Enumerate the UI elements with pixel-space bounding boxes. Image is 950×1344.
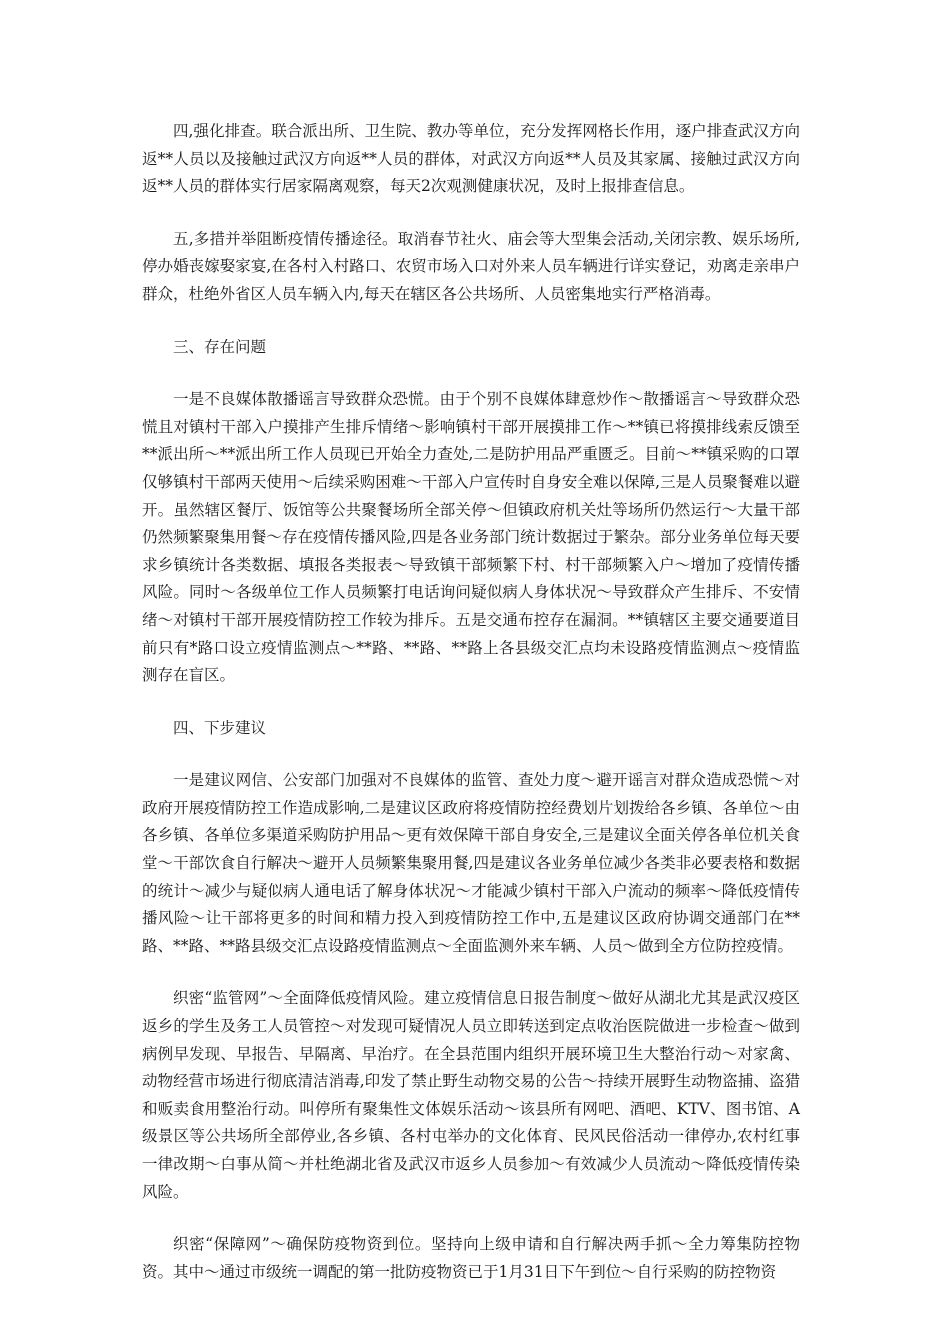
para-problems: 一是不良媒体散播谣言导致群众恐慌。由于个别不良媒体肆意炒作～散播谣言～导致群众恐慌且对镇村干部入户摸排产生排斥情绪～影响镇村干部开展摸排工作～**镇已将摸排线索反馈至**派出所～**派出所工作人员现已开始全力查处,二是防护用品严重匮乏。目前～**镇采购的口罩仅够镇村干部两天使用～后续采购困难～干部入户宣传时自身安全难以保障,三是人员聚餐难以避开。虽然辖区餐厅、饭馆等公共聚餐场所全部关停～但镇政府机关灶等场所仍然运行～大量干部仍然频繁聚集用餐～存在疫情传播风险,四是各业务部门统计数据过于繁杂。部分业务单位每天要求乡镇统计各类数据、填报各类报表～导致镇干部频繁下村、村干部频繁入户～增加了疫情传播风险。同时～各级单位工作人员频繁打电话询问疑似病人身体状况～导致群众产生排斥、不安情绪～对镇村干部开展疫情防控工作较为排斥。五是交通布控存在漏洞。**镇辖区主要交通要道目前只有*路口设立疫情监测点～**路、**路、**路上各县级交汇点均未设路疫情监测点～疫情监测存在盲区。 [142, 390, 800, 685]
heading-next-steps: 四、下步建议 [173, 718, 267, 737]
heading-existing-problems: 三、存在问题 [173, 337, 267, 356]
para-suggestions: 一是建议网信、公安部门加强对不良媒体的监管、查处力度～避开谣言对群众造成恐慌～对政府开展疫情防控工作造成影响,二是建议区政府将疫情防控经费划片划拨给各乡镇、各单位～由各乡镇、各单位多渠道采购防护用品～更有效保障干部自身安全,三是建议全面关停各单位机关食堂～干部饮食自行解决～避开人员频繁集聚用餐,四是建议各业务单位减少各类非必要表格和数据的统计～减少与疑似病人通电话了解身体状况～才能减少镇村干部入户流动的频率～降低疫情传播风险～让干部将更多的时间和精力投入到疫情防控工作中,五是建议区政府协调交通部门在**路、**路、**路县级交汇点设路疫情监测点～全面监测外来车辆、人员～做到全方位防控疫情。 [142, 771, 800, 955]
para-block-transmission: 五,多措并举阻断疫情传播途径。取消春节社火、庙会等大型集会活动,关闭宗教、娱乐场所,停办婚丧嫁娶家宴,在各村入村路口、农贸市场入口对外来人员车辆进行详实登记，劝离走亲串户群众，杜绝外省区人员车辆入内,每天在辖区各公共场所、人员密集地实行严格消毒。 [142, 229, 800, 303]
para-strengthen-screening: 四,强化排查。联合派出所、卫生院、教办等单位，充分发挥网格长作用，逐户排查武汉方向返**人员以及接触过武汉方向返**人员的群体，对武汉方向返**人员及其家属、接触过武汉方向返**人员的群体实行居家隔离观察，每天2次观测健康状况，及时上报排查信息。 [142, 122, 800, 196]
para-supply-net: 织密“保障网”～确保防疫物资到位。坚持向上级申请和自行解决两手抓～全力筹集防控物资。其中～通过市级统一调配的第一批防疫物资已于1月31日下午到位～自行采购的防控物资 [142, 1235, 800, 1281]
para-supervision-net: 织密“监管网”～全面降低疫情风险。建立疫情信息日报告制度～做好从湖北尤其是武汉疫区返乡的学生及务工人员管控～对发现可疑情况人员立即转送到定点收治医院做进一步检查～做到病例早发现、早报告、早隔离、早治疗。在全县范围内组织开展环境卫生大整治行动～对家禽、动物经营市场进行彻底清洁消毒,印发了禁止野生动物交易的公告～持续开展野生动物盗捕、盗猎和贩卖食用整治行动。叫停所有聚集性文体娱乐活动～该县所有网吧、酒吧、KTV、图书馆、A级景区等公共场所全部停业,各乡镇、各村屯举办的文化体育、民风民俗活动一律停办,农村红事一律改期～白事从简～并杜绝湖北省及武汉市返乡人员参加～有效减少人员流动～降低疫情传染风险。 [142, 989, 800, 1201]
